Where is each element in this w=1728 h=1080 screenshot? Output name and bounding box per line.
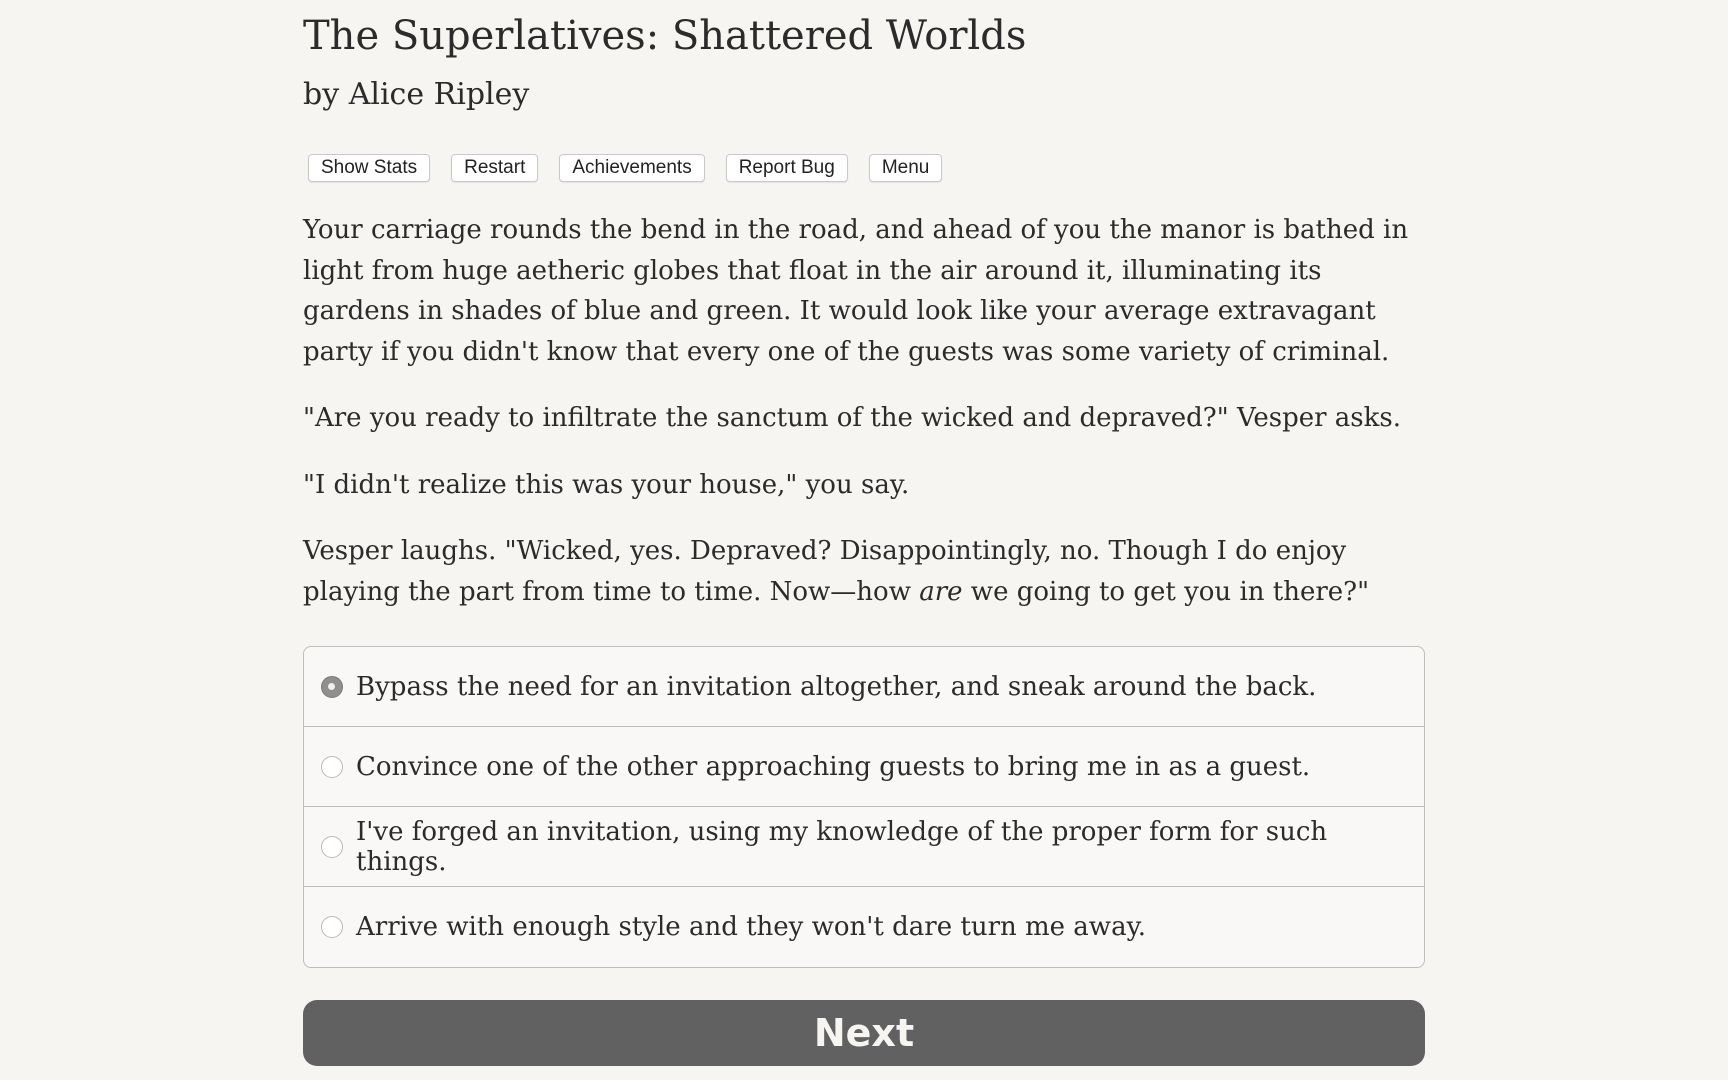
story-paragraph: Your carriage rounds the bend in the road, and ahead of you the manor is bathed in light from huge aetheric globes that float in the air around it, illuminating its gardens in shades of blue and green. It would look like your average extravagant party if you didn't know that every one of the guests was some variety of criminal. [303, 215, 1409, 367]
choice-label: I've forged an invitation, using my knowledge of the proper form for such things. [356, 816, 1328, 877]
report-bug-button[interactable]: Report Bug [726, 154, 848, 182]
choice-option[interactable] [304, 807, 1424, 887]
story-text-segment: Vesper laughs. "Wicked, yes. Depraved? Disappointingly, no. Though I do enjoy playing the part from time to time. Now—how [303, 536, 1347, 607]
choice-option[interactable] [304, 727, 1424, 807]
show-stats-button[interactable]: Show Stats [308, 154, 430, 182]
game-page [303, 0, 1425, 1055]
choice-option[interactable] [304, 887, 1424, 967]
story-paragraph: "I didn't realize this was your house," you say. [303, 469, 910, 500]
next-button[interactable]: Next [303, 1000, 1425, 1066]
radio-button[interactable] [321, 756, 343, 778]
story-paragraph: "Are you ready to infiltrate the sanctum of the wicked and depraved?" Vesper asks. [303, 403, 1402, 433]
choice-list [303, 646, 1425, 968]
story-text [303, 210, 1425, 638]
menu-button[interactable]: Menu [869, 154, 943, 182]
author-byline: by Alice Ripley [303, 77, 530, 112]
choice-label: Bypass the need for an invitation altogether, and sneak around the back. [356, 671, 1317, 702]
choice-label: Arrive with enough style and they won't dare turn me away. [356, 912, 1147, 942]
achievements-button[interactable]: Achievements [559, 154, 704, 182]
choice-label: Convince one of the other approaching guests to bring me in as a guest. [356, 751, 1311, 782]
radio-button[interactable] [321, 836, 343, 858]
choice-option[interactable] [304, 647, 1424, 727]
story-paragraph [303, 531, 1425, 612]
radio-button[interactable] [321, 916, 343, 938]
game-title: The Superlatives: Shattered Worlds [303, 13, 1027, 59]
emphasis-text: are [919, 576, 963, 607]
radio-button[interactable] [321, 676, 343, 698]
toolbar [308, 154, 963, 182]
restart-button[interactable]: Restart [451, 154, 538, 182]
story-text-segment: we going to get you in there?" [962, 576, 1370, 607]
